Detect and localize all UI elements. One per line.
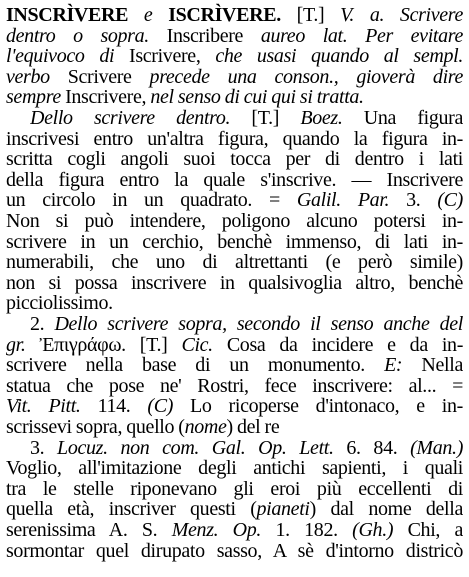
text-segment: 2. bbox=[30, 313, 55, 335]
text-segment: quella età, inscriver questi ( bbox=[6, 498, 257, 521]
text-segment: Cic. bbox=[181, 333, 213, 356]
text-segment: verbo bbox=[6, 65, 50, 88]
text-segment: gr. bbox=[6, 333, 26, 356]
text-segment: INSCRÌVERE bbox=[6, 4, 129, 26]
text-segment: e bbox=[143, 4, 153, 26]
text-segment: della figura entro la quale s'inscrive. — Inscrivere bbox=[6, 168, 463, 191]
text-segment: l'equivoco di bbox=[6, 45, 115, 68]
text-segment: Chi, a bbox=[393, 519, 463, 541]
text-segment: sempre bbox=[6, 86, 61, 109]
text-segment: aureo lat. Per evitare bbox=[260, 24, 463, 47]
text-segment: dentro o sopra. bbox=[6, 24, 149, 47]
text-segment: (C) bbox=[437, 189, 463, 212]
text-segment: scrissevi sopra, quello ( bbox=[6, 416, 185, 438]
text-segment: 3. bbox=[389, 189, 438, 212]
text-segment: Menz. Op. bbox=[171, 519, 262, 541]
text-segment: sormontar quel dirupato sasso, A sè d'intorno districò bbox=[6, 539, 463, 562]
text-segment: pianeti bbox=[256, 498, 310, 521]
text-segment: Iscrivere, bbox=[114, 45, 216, 68]
text-segment: Scrivere bbox=[49, 65, 150, 88]
text-segment: ) del re bbox=[226, 416, 280, 438]
text-segment: precede una conson., gioverà dire bbox=[149, 65, 463, 88]
text-line bbox=[6, 539, 463, 563]
text-segment: Cosa da incidere e da in- bbox=[212, 333, 463, 356]
text-segment: 6. 84. bbox=[333, 436, 411, 459]
text-segment: [T.] bbox=[230, 107, 301, 129]
text-segment: Dello scrivere dentro. bbox=[30, 107, 231, 129]
text-segment: picciolissimo. bbox=[6, 292, 113, 315]
text-segment: Nella bbox=[402, 354, 463, 377]
text-segment: (Gh.) bbox=[352, 519, 394, 541]
text-segment: numerabili, che uno di altrettanti (e però simile) bbox=[6, 251, 463, 274]
text-segment: Una figura bbox=[342, 107, 463, 129]
text-segment: Boez. bbox=[300, 107, 343, 129]
text-segment: 3. bbox=[30, 436, 58, 459]
text-segment: serenissima A. S. bbox=[6, 519, 172, 541]
text-segment: Locuz. non com. Gal. Op. Lett. bbox=[57, 436, 334, 459]
text-segment: V. a. Scrivere bbox=[340, 4, 463, 26]
text-segment: Dello scrivere sopra, secondo il senso anche del bbox=[54, 313, 463, 335]
text-segment: Vit. Pitt. bbox=[6, 395, 81, 418]
text-segment: scrivere in un cerchio, benchè immenso, di lati in- bbox=[6, 230, 463, 253]
text-segment: che usasi quando al sempl. bbox=[215, 45, 463, 68]
text-segment: Inscribere bbox=[148, 24, 261, 47]
text-segment: non si possa inscrivere in qualsivoglia altro, benchè bbox=[6, 271, 463, 294]
text-segment: Inscrivere, bbox=[60, 86, 151, 109]
text-segment: 114. bbox=[80, 395, 148, 418]
text-segment: nome bbox=[184, 416, 227, 438]
text-segment: Galil. Par. bbox=[296, 189, 390, 212]
text-segment: scritta cogli angoli suoi tocca per di dentro i lati bbox=[6, 148, 463, 171]
text-segment: Voglio, all'imitazione degli antichi sapienti, i quali bbox=[6, 457, 463, 480]
text-segment: nel senso di cui qui si tratta. bbox=[150, 86, 364, 109]
text-segment: (C) bbox=[147, 395, 174, 418]
text-segment: 1. 182. bbox=[261, 519, 353, 541]
text-segment: (Man.) bbox=[410, 436, 463, 459]
text-segment: E: bbox=[384, 354, 403, 377]
text-segment: statua che pose ne' Rostri, fece inscrivere: al... = bbox=[6, 374, 463, 397]
text-segment: un circolo in un quadrato. = bbox=[6, 189, 297, 212]
text-segment: Lo ricoperse d'intonaco, e in- bbox=[173, 395, 463, 418]
text-segment: ISCRÌVERE. bbox=[168, 4, 281, 26]
text-segment: scrivere nella base di un monumento. bbox=[6, 354, 385, 377]
text-segment: ) dal nome della bbox=[309, 498, 463, 521]
text-segment: tra le stelle riponevano gli eroi più eccellenti di bbox=[6, 477, 463, 500]
text-segment: Ἐπιγράφω. [T.] bbox=[25, 333, 182, 356]
text-segment: [T.] bbox=[280, 4, 341, 26]
text-segment: inscrivesi entro un'altra figura, quando la figura in- bbox=[6, 127, 463, 150]
text-segment: Non si può intendere, poligono alcuno potersi in- bbox=[6, 210, 463, 232]
